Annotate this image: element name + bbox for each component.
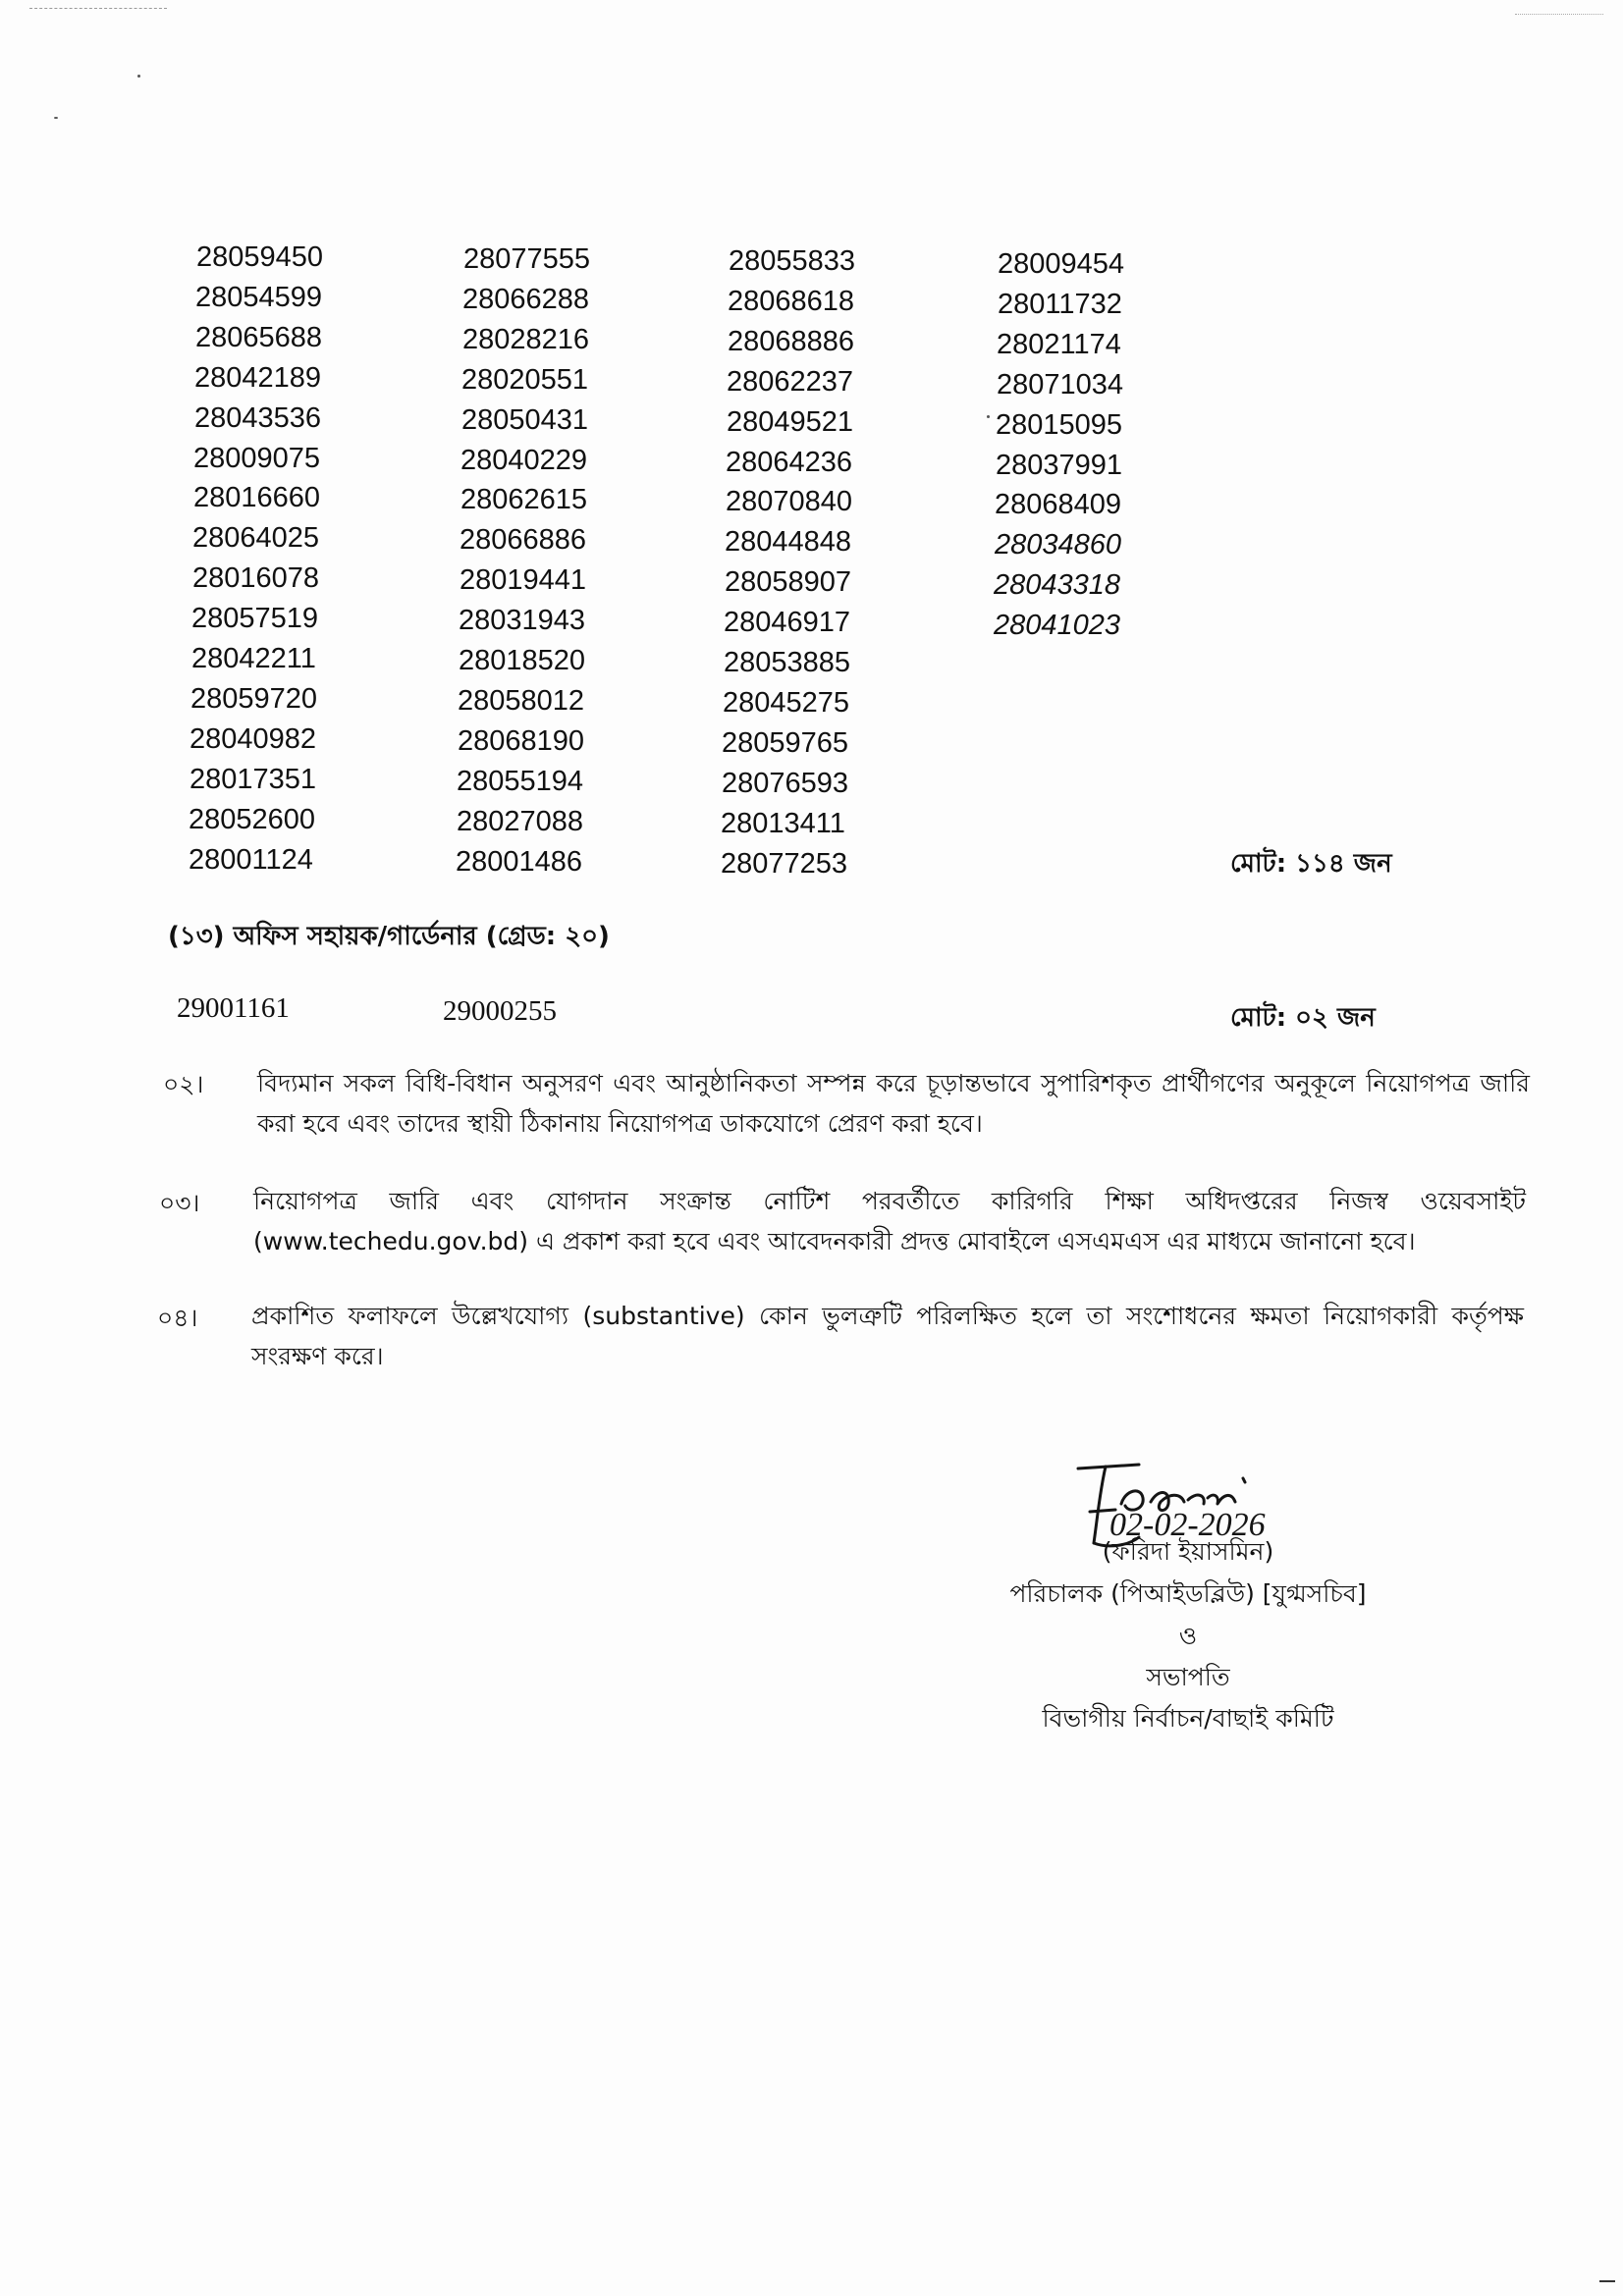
roll-number: 28064236 [726,447,853,478]
roll-number: 28013411 [721,808,845,839]
roll-number: 28054599 [195,282,323,313]
scan-speck [137,75,140,78]
signatory-name: (ফরিদা ইয়াসমিন) [1102,1537,1274,1566]
roll-number: 28043536 [194,402,322,434]
section-13-heading: (১৩) অফিস সহায়ক/গার্ডেনার (গ্রেড: ২০) [168,922,610,951]
roll-number: 28044848 [725,526,852,558]
total-count-section-13: মোট: ০২ জন [1230,1003,1376,1033]
roll-number: 28062615 [460,484,588,515]
roll-number: 28065688 [195,322,323,353]
roll-number: 28050431 [461,404,589,436]
roll-number: 28059765 [722,727,849,759]
roll-number: 28053885 [724,647,851,678]
roll-number: 28019441 [460,564,587,596]
roll-number: 28071034 [997,369,1124,400]
roll-number: 28045275 [723,687,850,719]
roll-number: 28018520 [459,645,586,676]
signatory-role: সভাপতি [1146,1663,1230,1691]
roll-number: 28059720 [190,683,318,715]
paragraph-number: ০২। [163,1070,204,1098]
roll-number: 28049521 [727,406,854,438]
roll-number: 28068618 [728,286,855,317]
committee-name: বিভাগীয় নির্বাচন/বাছাই কমিটি [1042,1704,1334,1733]
roll-number: 28040982 [189,723,317,755]
roll-number: 28037991 [996,450,1123,481]
roll-number: 28058012 [458,685,585,717]
roll-number: 28009454 [998,248,1125,280]
paragraph-04: প্রকাশিত ফলাফলে উল্লেখযোগ্য (substantive) কোন ভুলত্রুটি পরিলক্ষিত হলে তা সংশোধনের ক্ষমতা নিয়োগকারী কর্তৃপক্ষ সংরক্ষণ করে। [251,1302,1524,1370]
roll-number: 28015095 [996,409,1123,441]
paragraph-02: বিদ্যমান সকল বিধি-বিধান অনুসরণ এবং আনুষ্ঠানিকতা সম্পন্ন করে চূড়ান্তভাবে সুপারিশকৃত প্রার্থীগণের অনুকূলে নিয়োগপত্র জারি করা হবে এবং তাদের স্থায়ী ঠিকানায় নিয়োগপত্র ডাকযোগে প্রেরণ করা হবে। [257,1069,1530,1138]
scan-edge-mark [29,8,167,21]
roll-number: 28055833 [729,245,856,277]
roll-number: 28034860 [995,529,1122,561]
conjunction: ও [1178,1622,1198,1650]
roll-number: 28027088 [457,806,584,837]
scan-speck [987,415,990,418]
roll-number: 28042211 [191,643,316,674]
roll-number: 28058907 [725,566,852,598]
roll-number: 28016660 [193,482,321,513]
roll-number: 28028216 [462,324,590,355]
roll-number: 28066288 [462,284,590,315]
roll-number: 28059450 [196,241,324,273]
roll-number: 28043318 [994,569,1121,601]
roll-number: 28057519 [191,603,319,634]
paragraph-number: ০৪। [157,1304,198,1332]
handwritten-date: 02-02-2026 [1109,1507,1266,1543]
roll-number: 29001161 [177,992,290,1024]
scan-edge-mark [1599,2280,1615,2282]
roll-number: 28064025 [192,522,320,554]
roll-number: 28020551 [461,364,589,396]
roll-number: 28009075 [193,443,321,474]
roll-number: 28042189 [194,362,322,394]
roll-number: 28076593 [722,768,849,799]
roll-number: 28077555 [463,243,591,275]
roll-number: 28040229 [460,445,588,476]
paragraph-03: নিয়োগপত্র জারি এবং যোগদান সংক্রান্ত নোটিশ পরবর্তীতে কারিগরি শিক্ষা অধিদপ্তরের নিজস্ব ওয়েবসাইট (www.techedu.gov.bd) এ প্রকাশ করা হবে এবং আবেদনকারী প্রদত্ত মোবাইলে এসএমএস এর মাধ্যমে জানানো হবে। [253,1187,1526,1255]
signatory-designation: পরিচালক (পিআইডব্লিউ) [যুগ্মসচিব] [1009,1579,1367,1608]
roll-number: 28068190 [458,725,585,757]
roll-number: 28052600 [189,804,316,835]
total-count-section-12: মোট: ১১৪ জন [1230,849,1392,879]
roll-number: 28001486 [456,846,583,878]
roll-number: 28021174 [997,329,1121,360]
roll-number: 28066886 [460,524,587,556]
roll-number: 28068886 [728,326,855,357]
roll-number: 28062237 [727,366,854,398]
scan-speck [54,117,58,119]
roll-number: 28011732 [998,289,1122,320]
scan-edge-mark [1515,14,1603,19]
roll-number: 29000255 [443,995,557,1027]
roll-number: 28055194 [457,766,584,797]
roll-number: 28068409 [995,489,1122,520]
roll-number: 28031943 [459,605,586,636]
roll-number: 28017351 [189,764,317,795]
roll-number: 28077253 [721,848,848,880]
roll-number: 28016078 [192,562,320,594]
roll-number: 28041023 [994,610,1121,641]
roll-number: 28001124 [189,844,313,876]
roll-number: 28070840 [726,486,853,517]
roll-number: 28046917 [724,607,851,638]
paragraph-number: ০৩। [159,1189,200,1217]
